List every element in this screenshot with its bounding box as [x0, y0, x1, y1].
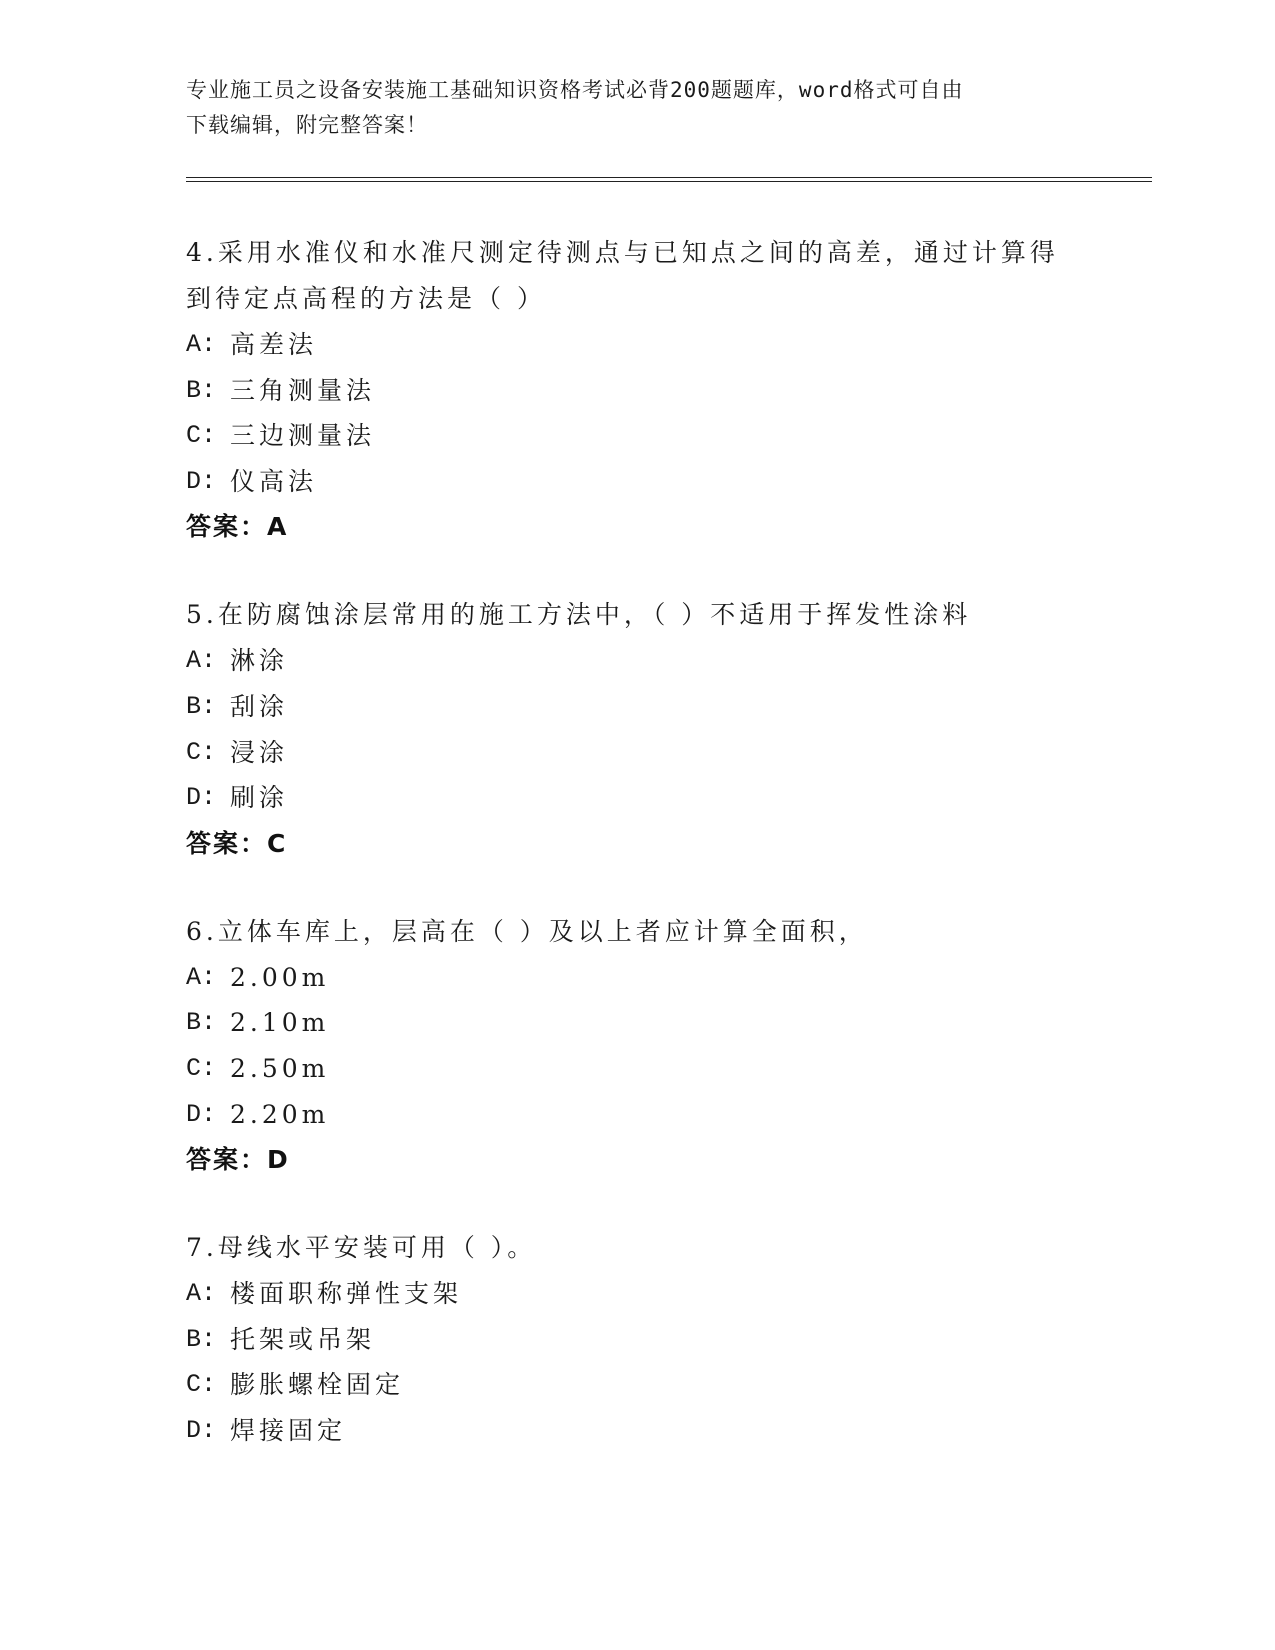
- option-text: 焊接固定: [230, 1415, 347, 1445]
- question-5: [186, 592, 1086, 866]
- option-a: [186, 638, 1086, 684]
- option-c: [186, 1362, 1086, 1408]
- question-6: [186, 909, 1086, 1183]
- option-letter: A:: [186, 1279, 217, 1309]
- option-text: 淋涂: [230, 646, 289, 676]
- option-text: 2.00m: [230, 962, 330, 992]
- option-a: [186, 955, 1086, 1001]
- document-header: [186, 73, 1066, 143]
- question-list: [186, 230, 1086, 1454]
- option-letter: B:: [186, 1008, 217, 1038]
- option-text: 膨胀螺栓固定: [230, 1370, 405, 1400]
- option-letter: B:: [186, 1324, 217, 1354]
- option-text: 2.10m: [230, 1008, 330, 1038]
- option-letter: D:: [186, 783, 217, 813]
- answer-label: 答案：A: [186, 512, 289, 542]
- option-text: 高差法: [230, 330, 318, 359]
- option-letter: C:: [186, 737, 217, 767]
- answer-label: 答案：C: [186, 828, 288, 858]
- option-b: [186, 684, 1086, 730]
- option-text: 刷涂: [230, 783, 289, 813]
- option-letter: C:: [186, 1053, 217, 1083]
- option-d: [186, 459, 1086, 505]
- header-line-1: 专业施工员之设备安装施工基础知识资格考试必背200题题库，word格式可自由: [186, 78, 964, 102]
- question-stem: 6.立体车库上，层高在（ ）及以上者应计算全面积，: [186, 916, 868, 946]
- option-letter: C:: [186, 1370, 217, 1400]
- option-text: 2.20m: [230, 1099, 330, 1129]
- option-letter: A:: [186, 330, 217, 359]
- option-b: [186, 1317, 1086, 1363]
- option-text: 三角测量法: [230, 375, 376, 405]
- option-b: [186, 1000, 1086, 1046]
- spacer: [186, 1183, 1086, 1225]
- question-stem: 7.母线水平安装可用（ ）。: [186, 1233, 537, 1263]
- option-a: [186, 322, 1086, 368]
- option-text: 2.50m: [230, 1053, 330, 1083]
- question-stem: 4.采用水准仪和水准尺测定待测点与已知点之间的高差，通过计算得: [186, 238, 1059, 267]
- option-letter: A:: [186, 962, 217, 992]
- option-b: [186, 368, 1086, 414]
- option-d: [186, 1408, 1086, 1454]
- option-text: 浸涂: [230, 737, 289, 767]
- option-text: 三边测量法: [230, 421, 376, 451]
- option-d: [186, 1092, 1086, 1138]
- option-letter: B:: [186, 691, 217, 721]
- question-4: [186, 230, 1086, 550]
- option-text: 刮涂: [230, 691, 289, 721]
- option-c: [186, 413, 1086, 459]
- answer-label: 答案：D: [186, 1145, 290, 1175]
- question-stem-continued: 到待定点高程的方法是（ ）: [186, 284, 546, 313]
- spacer: [186, 867, 1086, 909]
- spacer: [186, 550, 1086, 592]
- option-letter: D:: [186, 1099, 217, 1129]
- header-divider-top: [186, 177, 1152, 178]
- header-divider-bottom: [186, 181, 1152, 182]
- option-d: [186, 775, 1086, 821]
- option-letter: B:: [186, 375, 217, 405]
- option-letter: D:: [186, 466, 217, 496]
- option-letter: A:: [186, 646, 217, 676]
- option-c: [186, 1046, 1086, 1092]
- option-letter: C:: [186, 421, 217, 451]
- option-text: 托架或吊架: [230, 1324, 376, 1354]
- option-c: [186, 730, 1086, 776]
- option-text: 楼面职称弹性支架: [230, 1279, 463, 1309]
- header-line-2: 下载编辑，附完整答案！: [186, 113, 428, 137]
- question-stem: 5.在防腐蚀涂层常用的施工方法中，（ ）不适用于挥发性涂料: [186, 600, 972, 630]
- question-7: [186, 1225, 1086, 1453]
- option-a: [186, 1271, 1086, 1317]
- option-letter: D:: [186, 1415, 217, 1445]
- option-text: 仪高法: [230, 466, 318, 496]
